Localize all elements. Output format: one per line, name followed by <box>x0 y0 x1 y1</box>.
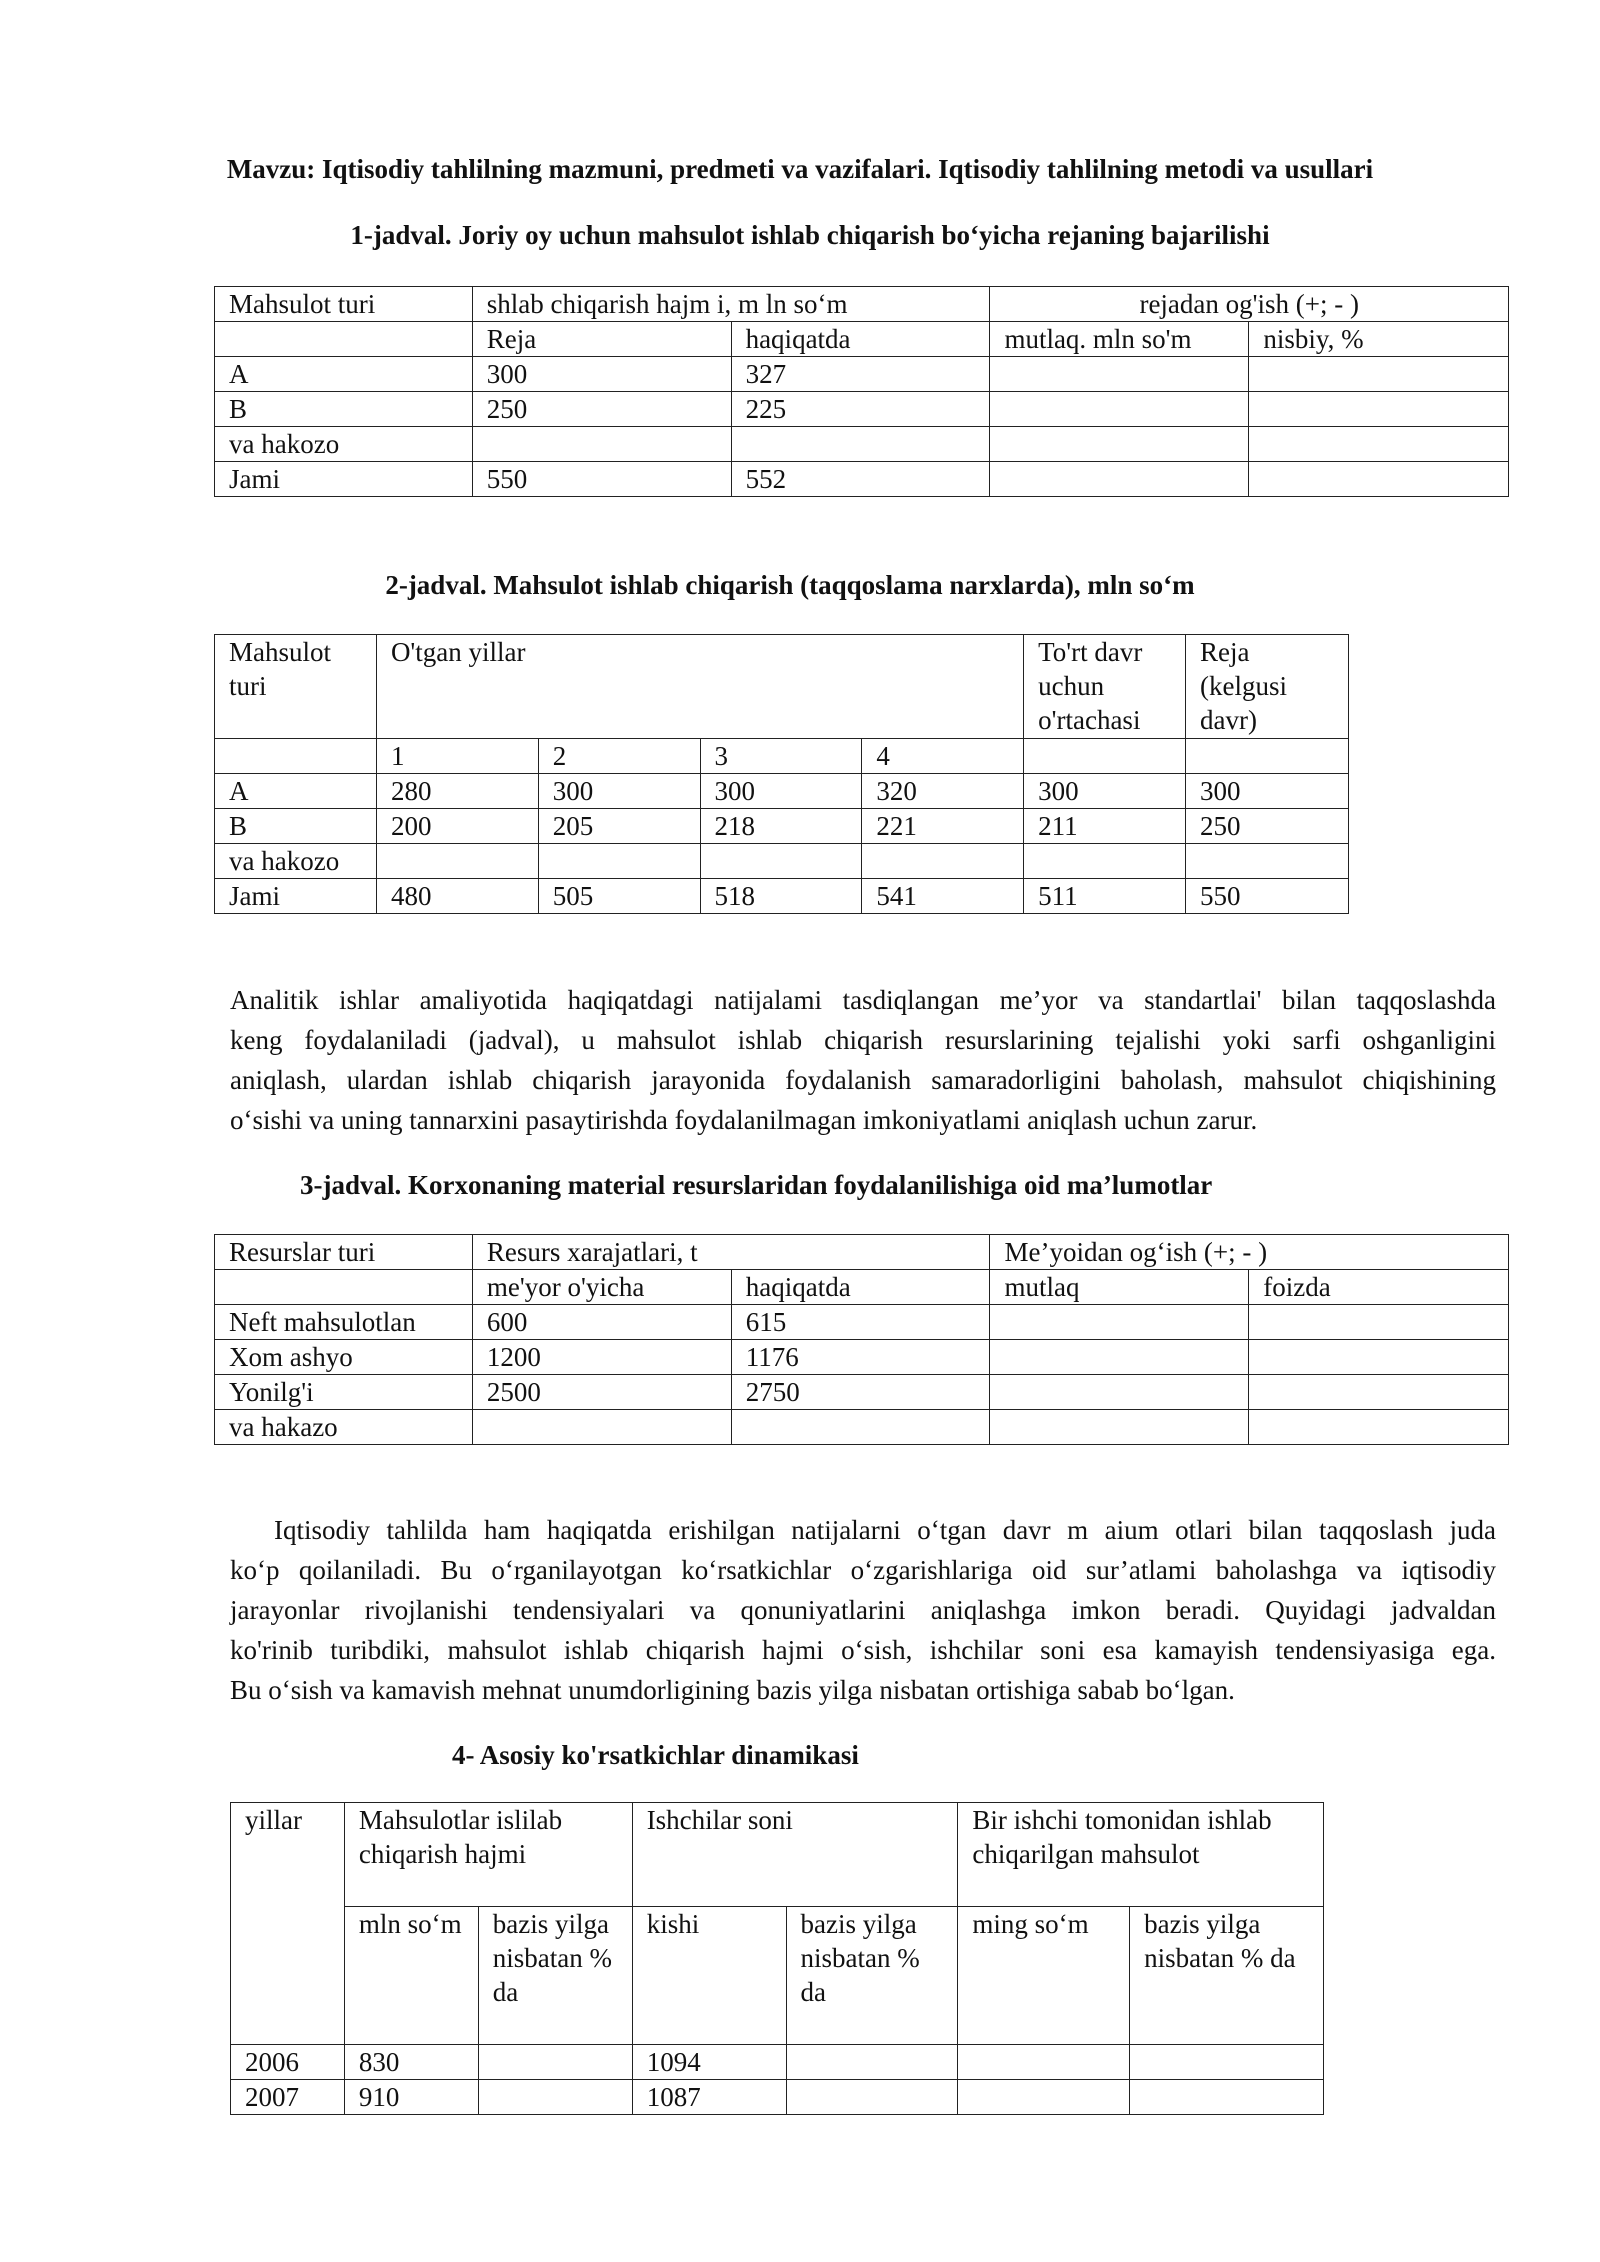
table2-cell: va hakozo <box>215 844 377 879</box>
table4-cell: 1094 <box>632 2045 786 2080</box>
table4-header-cell: kishi <box>632 1907 786 2045</box>
table3-cell <box>1249 1410 1509 1445</box>
table2-cell: B <box>215 809 377 844</box>
table-row <box>215 809 1349 844</box>
table3-header-cell: Me’yoidan og‘ish (+; - ) <box>990 1235 1509 1270</box>
table3-cell: 615 <box>731 1305 990 1340</box>
table2-cell: 300 <box>700 774 862 809</box>
table4-header-cell: Mahsulotlar islilab chiqarish hajmi <box>344 1803 632 1907</box>
table-row <box>215 427 1509 462</box>
table4-cell: 910 <box>344 2080 478 2115</box>
table3-cell: Xom ashyo <box>215 1340 473 1375</box>
table2-title: 2-jadval. Mahsulot ishlab chiqarish (taqqoslama narxlarda), mln so‘m <box>385 570 1195 600</box>
table4-header-cell: bazis yilga nisbatan % da <box>786 1907 958 2045</box>
paragraph-line: Bu o‘sish va kamavish mehnat unumdorligining bazis yilga nisbatan ortishiga sabab bo‘lgan. <box>230 1675 1235 1705</box>
table3-header-cell: Resurslar turi <box>215 1235 473 1270</box>
table-row <box>215 1375 1509 1410</box>
table1-cell <box>1249 427 1509 462</box>
table1 <box>214 286 1509 497</box>
table2-cell: 518 <box>700 879 862 914</box>
paragraph-line: jarayonlar rivojlanishi tendensiyalari va qonuniyatlarini aniqlashga imkon beradi. Quyidagi jadvaldan <box>230 1595 1496 1625</box>
table1-cell <box>990 392 1249 427</box>
table4-header-cell: yillar <box>231 1803 345 2045</box>
body-paragraph <box>230 1510 1496 1710</box>
paragraph-line: ko'rinib turibdiki, mahsulot ishlab chiqarish hajmi o‘sish, ishchilar soni esa kamayish tendensiyasiga ega. <box>230 1635 1496 1665</box>
table2-cell: 211 <box>1024 809 1186 844</box>
table2-cell: 221 <box>862 809 1024 844</box>
table3-cell <box>1249 1305 1509 1340</box>
table1-cell: 300 <box>472 357 731 392</box>
table2-cell: 550 <box>1186 879 1349 914</box>
table3-cell: 2500 <box>472 1375 731 1410</box>
table1-cell: 225 <box>731 392 990 427</box>
table1-cell: A <box>215 357 473 392</box>
table2-cell <box>862 844 1024 879</box>
table3-cell <box>1249 1375 1509 1410</box>
paragraph-line: keng foydalaniladi (jadval), u mahsulot ishlab chiqarish resurslarining tejalishi yoki sarfi oshganligini <box>230 1025 1496 1055</box>
paragraph-line: ko‘p qoilaniladi. Bu o‘rganilayotgan ko‘rsatkichlar o‘zgarishlariga oid sur’atlami baholashga va iqtisodiy <box>230 1555 1496 1585</box>
table4-header-cell: Bir ishchi tomonidan ishlab chiqarilgan mahsulot <box>958 1803 1324 1907</box>
table4-cell <box>1130 2080 1324 2115</box>
table3-cell <box>990 1305 1249 1340</box>
table3-header-cell: Resurs xarajatlari, t <box>472 1235 990 1270</box>
table1-cell: 550 <box>472 462 731 497</box>
table1-header-cell: rejadan og'ish (+; - ) <box>990 287 1509 322</box>
table1-cell <box>472 427 731 462</box>
table2 <box>214 634 1349 914</box>
table2-header-cell: 2 <box>538 739 700 774</box>
table1-cell <box>1249 392 1509 427</box>
table2-cell: 205 <box>538 809 700 844</box>
table2-header-cell: Reja (kelgusi davr) <box>1186 635 1349 739</box>
table4-cell <box>478 2045 632 2080</box>
table4-cell <box>786 2080 958 2115</box>
table1-cell: B <box>215 392 473 427</box>
body-paragraph <box>230 980 1496 1140</box>
page-heading: Mavzu: Iqtisodiy tahlilning mazmuni, predmeti va vazifalari. Iqtisodiy tahlilning metodi va usullari <box>226 154 1374 184</box>
table2-header-cell: 1 <box>376 739 538 774</box>
table4-cell: 2006 <box>231 2045 345 2080</box>
table1-header-cell: mutlaq. mln so'm <box>990 322 1249 357</box>
table1-cell <box>1249 462 1509 497</box>
table3-cell: 2750 <box>731 1375 990 1410</box>
table-row <box>215 1340 1509 1375</box>
table3-header-cell: mutlaq <box>990 1270 1249 1305</box>
table4 <box>230 1802 1324 2115</box>
table3-cell: Neft mahsulotlan <box>215 1305 473 1340</box>
table3-cell: Yonilg'i <box>215 1375 473 1410</box>
table3-cell <box>990 1340 1249 1375</box>
table-row <box>215 392 1509 427</box>
table-row <box>231 2080 1324 2115</box>
table1-cell: Jami <box>215 462 473 497</box>
table2-cell: 280 <box>376 774 538 809</box>
table4-cell <box>786 2045 958 2080</box>
table2-header-cell: Mahsulot turi <box>215 635 377 739</box>
table3-cell <box>990 1375 1249 1410</box>
table2-cell <box>1186 844 1349 879</box>
table4-cell: 830 <box>344 2045 478 2080</box>
table1-header-cell <box>215 322 473 357</box>
table3-title: 3-jadval. Korxonaning material resurslaridan foydalanilishiga oid ma’lumotlar <box>300 1170 1213 1200</box>
table3-cell <box>472 1410 731 1445</box>
table1-cell <box>731 427 990 462</box>
paragraph-line: o‘sishi va uning tannarxini pasaytirishda foydalanilmagan imkoniyatlami aniqlash uchun zarur. <box>230 1105 1258 1135</box>
table3-cell <box>731 1410 990 1445</box>
table-row <box>215 879 1349 914</box>
table1-header-cell: Mahsulot turi <box>215 287 473 322</box>
table2-cell: Jami <box>215 879 377 914</box>
table1-cell: 327 <box>731 357 990 392</box>
table2-cell <box>538 844 700 879</box>
table1-cell <box>990 427 1249 462</box>
table3-header-cell: foizda <box>1249 1270 1509 1305</box>
table2-cell: A <box>215 774 377 809</box>
table2-header-cell <box>1024 739 1186 774</box>
table2-header-cell: To'rt davr uchun o'rtachasi <box>1024 635 1186 739</box>
table2-header-cell <box>215 739 377 774</box>
table3-cell: va hakazo <box>215 1410 473 1445</box>
table2-cell: 300 <box>1186 774 1349 809</box>
table1-title: 1-jadval. Joriy oy uchun mahsulot ishlab chiqarish bo‘yicha rejaning bajarilishi <box>350 220 1270 250</box>
table-row <box>215 774 1349 809</box>
table1-cell <box>990 462 1249 497</box>
paragraph-line: aniqlash, ulardan ishlab chiqarish jarayonida foydalanish samaradorligini baholash, mahsulot chiqishining <box>230 1065 1496 1095</box>
table4-cell: 1087 <box>632 2080 786 2115</box>
table1-cell: 552 <box>731 462 990 497</box>
table2-cell: 505 <box>538 879 700 914</box>
table1-cell: va hakozo <box>215 427 473 462</box>
table4-header-cell: mln so‘m <box>344 1907 478 2045</box>
table-row <box>215 357 1509 392</box>
table2-header-cell: 3 <box>700 739 862 774</box>
table1-cell: 250 <box>472 392 731 427</box>
table1-cell <box>1249 357 1509 392</box>
table1-header-cell: nisbiy, % <box>1249 322 1509 357</box>
table2-cell: 480 <box>376 879 538 914</box>
table1-header-cell: shlab chiqarish hajm i, m ln so‘m <box>472 287 990 322</box>
table-row <box>215 462 1509 497</box>
table-row <box>231 2045 1324 2080</box>
table4-header-cell: ming so‘m <box>958 1907 1130 2045</box>
table2-cell: 300 <box>538 774 700 809</box>
table3-cell <box>990 1410 1249 1445</box>
paragraph-line: Iqtisodiy tahlilda ham haqiqatda erishilgan natijalarni o‘tgan davr m aium otlari bilan taqqoslash juda <box>274 1515 1496 1545</box>
table3-header-cell: me'yor o'yicha <box>472 1270 731 1305</box>
table3-cell: 1200 <box>472 1340 731 1375</box>
table2-cell: 300 <box>1024 774 1186 809</box>
table2-cell <box>700 844 862 879</box>
table2-header-cell: O'tgan yillar <box>376 635 1023 739</box>
table3-cell <box>1249 1340 1509 1375</box>
table2-cell: 250 <box>1186 809 1349 844</box>
table-row <box>215 1305 1509 1340</box>
table2-cell: 511 <box>1024 879 1186 914</box>
table2-cell <box>1024 844 1186 879</box>
table4-cell <box>958 2045 1130 2080</box>
table-row <box>215 1410 1509 1445</box>
table4-header-cell: bazis yilga nisbatan % da <box>1130 1907 1324 2045</box>
table4-header-cell: Ishchilar soni <box>632 1803 958 1907</box>
table2-header-cell: 4 <box>862 739 1024 774</box>
paragraph-line: Analitik ishlar amaliyotida haqiqatdagi natijalami tasdiqlangan me’yor va standartlai' bilan taqqoslashda <box>230 985 1496 1015</box>
table4-cell: 2007 <box>231 2080 345 2115</box>
table4-header-cell: bazis yilga nisbatan % da <box>478 1907 632 2045</box>
table1-header-cell: Reja <box>472 322 731 357</box>
table-row <box>215 844 1349 879</box>
table2-cell: 320 <box>862 774 1024 809</box>
table3-cell: 600 <box>472 1305 731 1340</box>
table2-header-cell <box>1186 739 1349 774</box>
table4-cell <box>478 2080 632 2115</box>
table3-header-cell <box>215 1270 473 1305</box>
table2-cell <box>376 844 538 879</box>
table3-cell: 1176 <box>731 1340 990 1375</box>
table4-title: 4- Asosiy ko'rsatkichlar dinamikasi <box>452 1740 859 1770</box>
table2-cell: 218 <box>700 809 862 844</box>
table1-header-cell: haqiqatda <box>731 322 990 357</box>
table2-cell: 200 <box>376 809 538 844</box>
table3 <box>214 1234 1509 1445</box>
table3-header-cell: haqiqatda <box>731 1270 990 1305</box>
table4-cell <box>958 2080 1130 2115</box>
table1-cell <box>990 357 1249 392</box>
table4-cell <box>1130 2045 1324 2080</box>
table2-cell: 541 <box>862 879 1024 914</box>
